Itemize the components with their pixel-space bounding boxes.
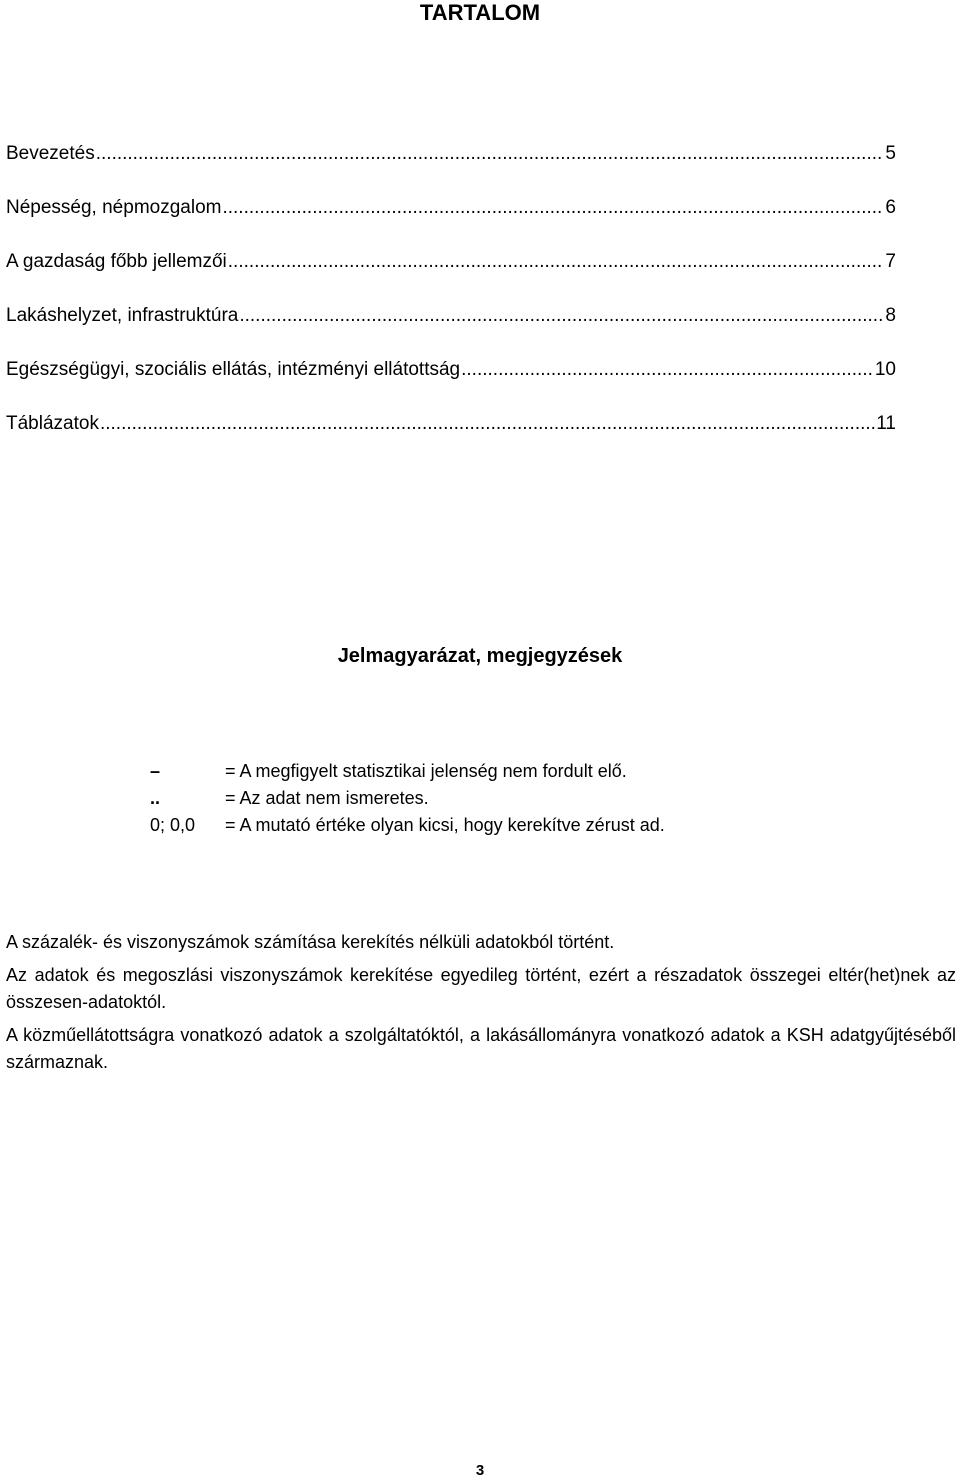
note-paragraph: A százalék- és viszonyszámok számítása kerekítés nélküli adatokból történt.	[6, 932, 615, 952]
legend-item	[150, 785, 665, 812]
legend-definition: = A mutató értéke olyan kicsi, hogy kerekítve zérust ad.	[225, 815, 665, 835]
legend-item	[150, 758, 665, 785]
legend-definition: = A megfigyelt statisztikai jelenség nem fordult elő.	[225, 761, 627, 781]
legend-symbol: –	[150, 761, 161, 781]
toc-entry-gazdasag[interactable]	[6, 249, 896, 303]
toc-entry-label: Bevezetés	[6, 143, 95, 164]
notes-section	[6, 929, 956, 1082]
toc-dot-leader	[96, 141, 885, 167]
toc-entry-lakashelyzet[interactable]	[6, 303, 896, 357]
legend-symbol: ..	[150, 788, 161, 808]
toc-dot-leader	[461, 357, 874, 383]
toc-entry-page: 8	[885, 305, 896, 326]
toc-entry-label: Táblázatok	[6, 413, 99, 434]
toc-entry-page: 5	[885, 143, 896, 164]
page-number: 3	[475, 1462, 485, 1479]
legend-symbol: 0; 0,0	[150, 815, 196, 835]
toc-entry-label: Lakáshelyzet, infrastruktúra	[6, 305, 239, 326]
legend-heading: Jelmagyarázat, megjegyzések	[337, 645, 623, 667]
toc-dot-leader	[222, 195, 884, 221]
table-of-contents	[6, 141, 896, 465]
toc-entry-page: 7	[885, 251, 896, 272]
legend-list	[150, 758, 665, 839]
toc-entry-tablazatok[interactable]	[6, 411, 896, 465]
note-paragraph: Az adatok és megoszlási viszonyszámok kerekítése egyedileg történt, ezért a részadatok összegei eltér(het)nek az összesen-adatoktól.	[6, 965, 956, 1012]
toc-entry-bevezetes[interactable]	[6, 141, 896, 195]
toc-dot-leader	[239, 303, 884, 329]
toc-dot-leader	[100, 411, 875, 437]
toc-entry-nepesseg[interactable]	[6, 195, 896, 249]
page-title: TARTALOM	[419, 0, 541, 25]
toc-entry-label: Egészségügyi, szociális ellátás, intézményi ellátottság	[6, 359, 461, 380]
toc-entry-page: 6	[885, 197, 896, 218]
note-paragraph: A közműellátottságra vonatkozó adatok a szolgáltatóktól, a lakásállományra vonatkozó adatok a KSH adatgyűjtéséből származnak.	[6, 1025, 956, 1072]
toc-entry-page: 10	[874, 359, 896, 380]
toc-entry-label: A gazdaság főbb jellemzői	[6, 251, 227, 272]
legend-item	[150, 812, 665, 839]
toc-entry-page: 11	[876, 413, 896, 434]
toc-dot-leader	[228, 249, 885, 275]
toc-entry-label: Népesség, népmozgalom	[6, 197, 222, 218]
legend-definition: = Az adat nem ismeretes.	[225, 788, 429, 808]
toc-entry-egeszsegugyi[interactable]	[6, 357, 896, 411]
